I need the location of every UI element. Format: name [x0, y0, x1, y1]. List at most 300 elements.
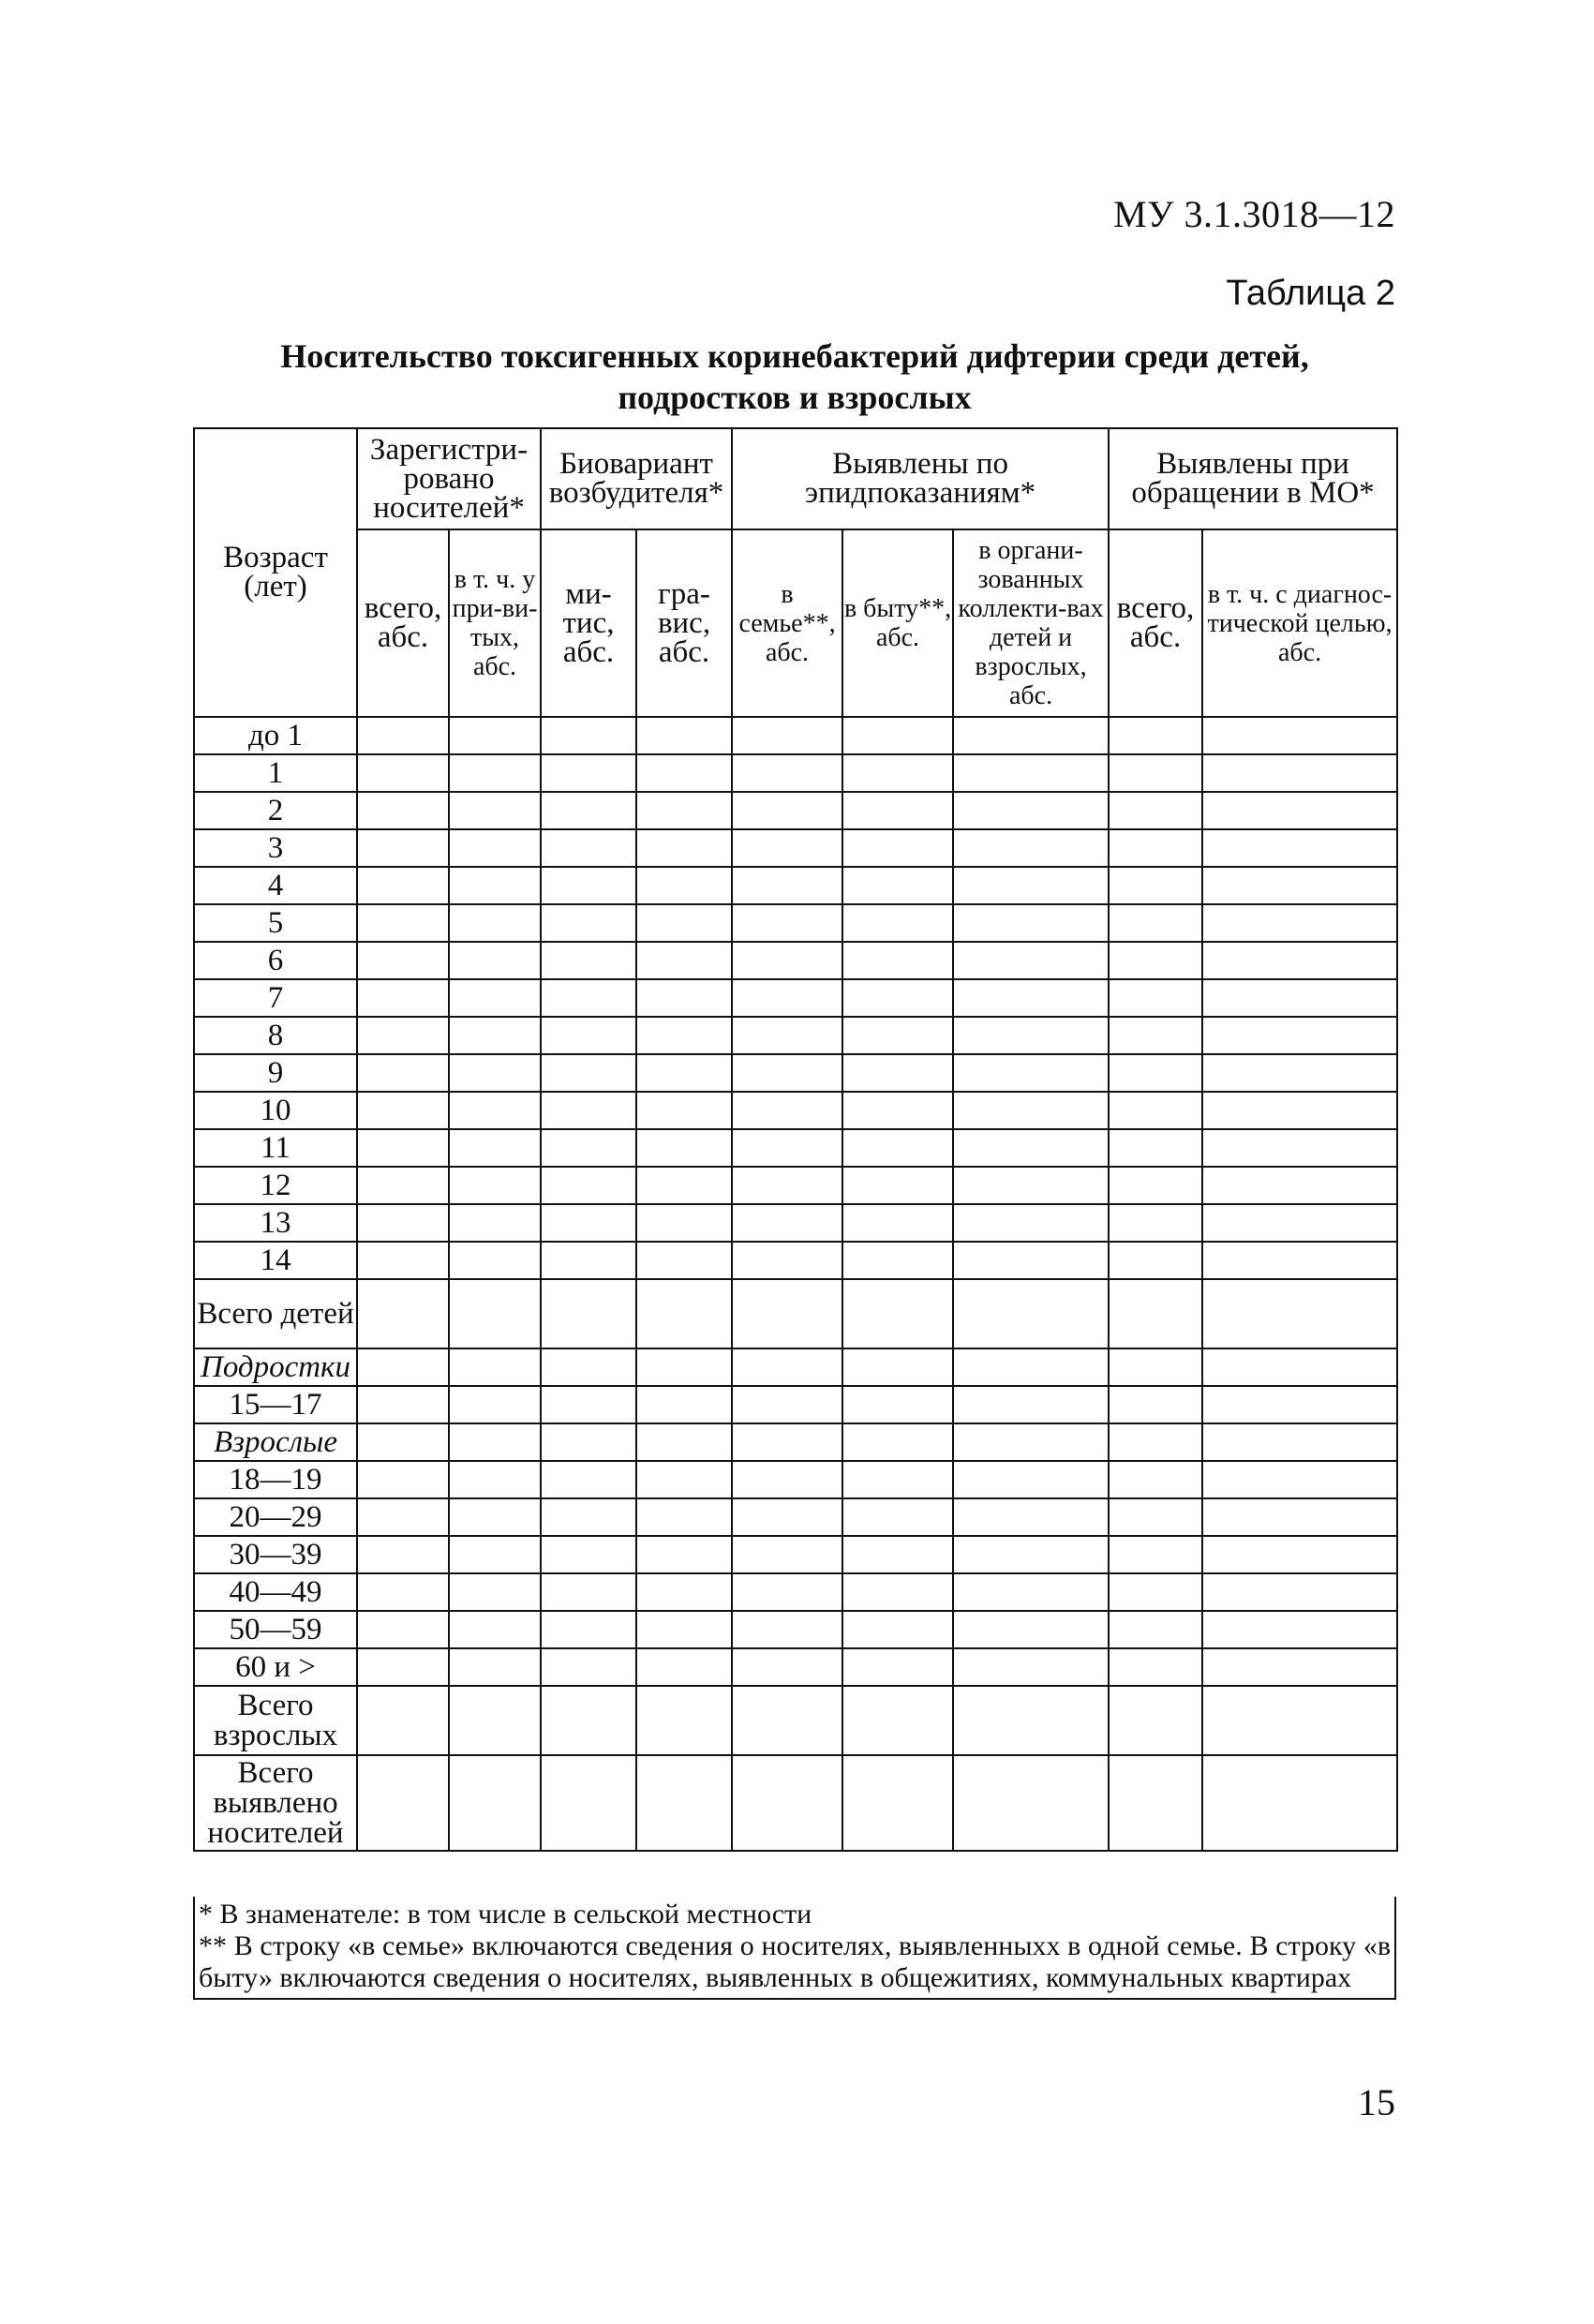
empty-cell	[541, 942, 636, 979]
empty-cell	[636, 1573, 732, 1611]
empty-cell	[636, 1204, 732, 1242]
empty-cell	[449, 792, 541, 829]
empty-cell	[449, 1686, 541, 1755]
table-row	[194, 1648, 1397, 1686]
empty-cell	[636, 1017, 732, 1054]
empty-cell	[732, 1423, 842, 1461]
empty-cell	[1202, 1279, 1397, 1348]
empty-cell	[357, 1461, 449, 1498]
empty-cell	[732, 1648, 842, 1686]
empty-cell	[732, 1017, 842, 1054]
empty-cell	[1202, 904, 1397, 942]
empty-cell	[541, 904, 636, 942]
empty-cell	[1202, 1648, 1397, 1686]
header-biovariant: Биовариант возбудителя*	[541, 428, 732, 529]
empty-cell	[953, 1536, 1109, 1573]
empty-cell	[953, 1054, 1109, 1092]
empty-cell	[732, 792, 842, 829]
header-reg-vaccinated: в т. ч. у при-ви-тых, абс.	[449, 529, 541, 717]
table-row	[194, 829, 1397, 867]
empty-cell	[541, 1536, 636, 1573]
empty-cell	[842, 867, 953, 904]
empty-cell	[636, 1348, 732, 1386]
empty-cell	[842, 754, 953, 792]
empty-cell	[541, 979, 636, 1017]
empty-cell	[541, 1461, 636, 1498]
footnote-1: * В знаменателе: в том числе в сельской местности	[199, 1899, 812, 1929]
empty-cell	[953, 1755, 1109, 1851]
empty-cell	[1109, 1092, 1202, 1129]
empty-cell	[636, 1242, 732, 1279]
age-cell: Взрослые	[194, 1423, 357, 1461]
empty-cell	[357, 1167, 449, 1204]
empty-cell	[1109, 1386, 1202, 1423]
title-line-2: подростков и взрослых	[618, 379, 972, 416]
empty-cell	[1202, 1054, 1397, 1092]
empty-cell	[541, 1279, 636, 1348]
age-cell: 40—49	[194, 1573, 357, 1611]
age-cell: 30—39	[194, 1536, 357, 1573]
empty-cell	[636, 1498, 732, 1536]
age-cell: 9	[194, 1054, 357, 1092]
document-code: МУ 3.1.3018—12	[1113, 193, 1395, 235]
table-row	[194, 1423, 1397, 1461]
empty-cell	[842, 1686, 953, 1755]
empty-cell	[541, 1755, 636, 1851]
empty-cell	[449, 1054, 541, 1092]
table-row	[194, 1204, 1397, 1242]
empty-cell	[842, 1648, 953, 1686]
table-row	[194, 867, 1397, 904]
age-cell: 14	[194, 1242, 357, 1279]
age-cell: 13	[194, 1204, 357, 1242]
empty-cell	[449, 1167, 541, 1204]
empty-cell	[732, 1686, 842, 1755]
empty-cell	[842, 1498, 953, 1536]
age-cell: до 1	[194, 717, 357, 754]
empty-cell	[636, 979, 732, 1017]
empty-cell	[357, 829, 449, 867]
age-cell: 50—59	[194, 1611, 357, 1648]
empty-cell	[1202, 1348, 1397, 1386]
title-line-1: Носительство токсигенных коринебактерий дифтерии среди детей,	[280, 337, 1309, 375]
table-row	[194, 792, 1397, 829]
empty-cell	[541, 754, 636, 792]
empty-cell	[636, 942, 732, 979]
table-row	[194, 1279, 1397, 1348]
empty-cell	[357, 1498, 449, 1536]
empty-cell	[449, 1648, 541, 1686]
table-row	[194, 754, 1397, 792]
empty-cell	[953, 1242, 1109, 1279]
empty-cell	[1202, 1611, 1397, 1648]
empty-cell	[1109, 1017, 1202, 1054]
empty-cell	[1109, 979, 1202, 1017]
age-cell: 20—29	[194, 1498, 357, 1536]
empty-cell	[636, 904, 732, 942]
empty-cell	[1109, 867, 1202, 904]
empty-cell	[636, 792, 732, 829]
empty-cell	[541, 1386, 636, 1423]
empty-cell	[541, 1242, 636, 1279]
age-cell: 60 и >	[194, 1648, 357, 1686]
empty-cell	[449, 904, 541, 942]
empty-cell	[636, 1648, 732, 1686]
empty-cell	[449, 1755, 541, 1851]
empty-cell	[842, 1092, 953, 1129]
empty-cell	[1109, 717, 1202, 754]
empty-cell	[1202, 1167, 1397, 1204]
age-cell: Всего взрослых	[194, 1686, 357, 1755]
empty-cell	[1109, 792, 1202, 829]
empty-cell	[1202, 1461, 1397, 1498]
header-epid: Выявлены по эпидпоказаниям*	[732, 428, 1109, 529]
empty-cell	[449, 1498, 541, 1536]
empty-cell	[842, 1204, 953, 1242]
empty-cell	[357, 1204, 449, 1242]
empty-cell	[842, 1386, 953, 1423]
empty-cell	[636, 1092, 732, 1129]
empty-cell	[842, 1167, 953, 1204]
empty-cell	[357, 1686, 449, 1755]
empty-cell	[1202, 1386, 1397, 1423]
empty-cell	[449, 979, 541, 1017]
header-age: Возраст (лет)	[194, 428, 357, 717]
empty-cell	[357, 867, 449, 904]
header-organized: в органи-зованных коллекти-вах детей и взрослых, абс.	[953, 529, 1109, 717]
empty-cell	[449, 717, 541, 754]
empty-cell	[1202, 942, 1397, 979]
empty-cell	[842, 904, 953, 942]
empty-cell	[1202, 1129, 1397, 1167]
empty-cell	[732, 1279, 842, 1348]
empty-cell	[1202, 829, 1397, 867]
empty-cell	[449, 754, 541, 792]
empty-cell	[357, 1092, 449, 1129]
empty-cell	[732, 1461, 842, 1498]
empty-cell	[449, 1536, 541, 1573]
empty-cell	[732, 1054, 842, 1092]
empty-cell	[1109, 1536, 1202, 1573]
empty-cell	[1202, 1573, 1397, 1611]
empty-cell	[636, 1461, 732, 1498]
empty-cell	[1202, 1092, 1397, 1129]
age-cell: 11	[194, 1129, 357, 1167]
empty-cell	[541, 1611, 636, 1648]
table-row	[194, 1167, 1397, 1204]
age-cell: 2	[194, 792, 357, 829]
footnotes	[193, 1897, 1396, 2000]
table-body	[194, 717, 1397, 1851]
empty-cell	[541, 1423, 636, 1461]
empty-cell	[953, 1017, 1109, 1054]
empty-cell	[541, 1054, 636, 1092]
empty-cell	[357, 1423, 449, 1461]
table-row	[194, 717, 1397, 754]
age-cell: 3	[194, 829, 357, 867]
empty-cell	[732, 1755, 842, 1851]
empty-cell	[636, 1686, 732, 1755]
empty-cell	[1202, 1204, 1397, 1242]
empty-cell	[842, 1536, 953, 1573]
header-registered: Зарегистри-ровано носителей*	[357, 428, 541, 529]
empty-cell	[953, 1204, 1109, 1242]
empty-cell	[842, 1054, 953, 1092]
empty-cell	[842, 942, 953, 979]
empty-cell	[1109, 1242, 1202, 1279]
empty-cell	[449, 1611, 541, 1648]
empty-cell	[449, 1092, 541, 1129]
empty-cell	[732, 1498, 842, 1536]
empty-cell	[541, 1686, 636, 1755]
age-cell: 4	[194, 867, 357, 904]
empty-cell	[636, 1536, 732, 1573]
empty-cell	[953, 1686, 1109, 1755]
empty-cell	[732, 979, 842, 1017]
table-row	[194, 942, 1397, 979]
empty-cell	[953, 1279, 1109, 1348]
empty-cell	[1109, 1611, 1202, 1648]
table-row	[194, 1686, 1397, 1755]
header-mo-total: всего, абс.	[1109, 529, 1202, 717]
empty-cell	[953, 904, 1109, 942]
empty-cell	[1109, 1129, 1202, 1167]
empty-cell	[732, 829, 842, 867]
age-cell: 10	[194, 1092, 357, 1129]
empty-cell	[1109, 1573, 1202, 1611]
empty-cell	[953, 1611, 1109, 1648]
empty-cell	[732, 1386, 842, 1423]
empty-cell	[732, 1092, 842, 1129]
age-cell: 15—17	[194, 1386, 357, 1423]
empty-cell	[636, 1054, 732, 1092]
empty-cell	[842, 1423, 953, 1461]
empty-cell	[1202, 1498, 1397, 1536]
empty-cell	[1202, 1686, 1397, 1755]
empty-cell	[541, 1648, 636, 1686]
empty-cell	[449, 829, 541, 867]
header-household: в быту**, абс.	[842, 529, 953, 717]
footnote-2: ** В строку «в семье» включаются сведения о носителях, выявленныхх в одной семье. В строку «в быту» включаются сведения о носителях, выявленных в общежитиях, коммунальных квартирах	[199, 1930, 1391, 1993]
empty-cell	[1202, 1423, 1397, 1461]
empty-cell	[953, 1498, 1109, 1536]
empty-cell	[953, 1461, 1109, 1498]
empty-cell	[1109, 1279, 1202, 1348]
age-cell: 12	[194, 1167, 357, 1204]
age-cell: Подростки	[194, 1348, 357, 1386]
empty-cell	[953, 1386, 1109, 1423]
empty-cell	[953, 979, 1109, 1017]
empty-cell	[1202, 1242, 1397, 1279]
empty-cell	[1202, 1755, 1397, 1851]
empty-cell	[953, 942, 1109, 979]
empty-cell	[357, 1755, 449, 1851]
table-row	[194, 1498, 1397, 1536]
empty-cell	[449, 1423, 541, 1461]
age-cell: 18—19	[194, 1461, 357, 1498]
empty-cell	[541, 1017, 636, 1054]
empty-cell	[636, 1129, 732, 1167]
empty-cell	[732, 1167, 842, 1204]
empty-cell	[1109, 1461, 1202, 1498]
empty-cell	[842, 829, 953, 867]
empty-cell	[449, 1573, 541, 1611]
age-cell: 5	[194, 904, 357, 942]
empty-cell	[541, 717, 636, 754]
empty-cell	[357, 1536, 449, 1573]
empty-cell	[1109, 1054, 1202, 1092]
table-row	[194, 1536, 1397, 1573]
age-cell: 7	[194, 979, 357, 1017]
empty-cell	[732, 904, 842, 942]
empty-cell	[449, 867, 541, 904]
empty-cell	[636, 829, 732, 867]
header-mo-diagnostic: в т. ч. с диагнос-тической целью, абс.	[1202, 529, 1397, 717]
table-row	[194, 1129, 1397, 1167]
empty-cell	[449, 1017, 541, 1054]
empty-cell	[953, 792, 1109, 829]
empty-cell	[1109, 1686, 1202, 1755]
empty-cell	[636, 1386, 732, 1423]
empty-cell	[842, 1017, 953, 1054]
empty-cell	[953, 867, 1109, 904]
age-cell: Всего выявлено носителей	[194, 1755, 357, 1851]
empty-cell	[732, 1536, 842, 1573]
empty-cell	[953, 829, 1109, 867]
empty-cell	[1202, 979, 1397, 1017]
empty-cell	[1202, 717, 1397, 754]
empty-cell	[1109, 942, 1202, 979]
empty-cell	[541, 1167, 636, 1204]
empty-cell	[541, 867, 636, 904]
empty-cell	[541, 1092, 636, 1129]
table-row	[194, 1092, 1397, 1129]
table-row	[194, 1242, 1397, 1279]
empty-cell	[357, 1129, 449, 1167]
header-mo: Выявлены при обращении в МО*	[1109, 428, 1397, 529]
empty-cell	[1109, 1423, 1202, 1461]
empty-cell	[1109, 1204, 1202, 1242]
empty-cell	[357, 1386, 449, 1423]
empty-cell	[953, 717, 1109, 754]
empty-cell	[842, 1611, 953, 1648]
empty-cell	[732, 1129, 842, 1167]
empty-cell	[1109, 1755, 1202, 1851]
age-cell: 8	[194, 1017, 357, 1054]
empty-cell	[1109, 754, 1202, 792]
empty-cell	[842, 717, 953, 754]
empty-cell	[842, 1755, 953, 1851]
empty-cell	[953, 1092, 1109, 1129]
empty-cell	[357, 904, 449, 942]
age-cell: Всего детей	[194, 1279, 357, 1348]
header-mitis: ми-тис, абс.	[541, 529, 636, 717]
empty-cell	[541, 1348, 636, 1386]
empty-cell	[953, 1129, 1109, 1167]
empty-cell	[636, 1611, 732, 1648]
empty-cell	[636, 867, 732, 904]
empty-cell	[357, 1611, 449, 1648]
empty-cell	[732, 942, 842, 979]
empty-cell	[732, 754, 842, 792]
empty-cell	[636, 717, 732, 754]
empty-cell	[732, 1348, 842, 1386]
empty-cell	[449, 1204, 541, 1242]
empty-cell	[449, 1242, 541, 1279]
empty-cell	[842, 1242, 953, 1279]
page-number: 15	[1358, 2081, 1395, 2123]
empty-cell	[541, 1498, 636, 1536]
table-row	[194, 1348, 1397, 1386]
empty-cell	[1109, 904, 1202, 942]
empty-cell	[732, 1204, 842, 1242]
empty-cell	[541, 1573, 636, 1611]
empty-cell	[357, 979, 449, 1017]
empty-cell	[953, 1648, 1109, 1686]
empty-cell	[357, 717, 449, 754]
empty-cell	[1109, 829, 1202, 867]
empty-cell	[636, 1279, 732, 1348]
empty-cell	[732, 717, 842, 754]
empty-cell	[1202, 754, 1397, 792]
empty-cell	[449, 1129, 541, 1167]
empty-cell	[732, 867, 842, 904]
empty-cell	[953, 1573, 1109, 1611]
empty-cell	[541, 1129, 636, 1167]
empty-cell	[357, 1242, 449, 1279]
empty-cell	[357, 1017, 449, 1054]
table-label: Таблица 2	[1226, 274, 1395, 313]
empty-cell	[636, 1167, 732, 1204]
empty-cell	[953, 1348, 1109, 1386]
table-row	[194, 1611, 1397, 1648]
carriers-table	[193, 427, 1398, 1852]
empty-cell	[1202, 867, 1397, 904]
table-row	[194, 1573, 1397, 1611]
header-gravis: гра-вис, абс.	[636, 529, 732, 717]
table-row	[194, 1755, 1397, 1851]
header-reg-total: всего, абс.	[357, 529, 449, 717]
empty-cell	[541, 829, 636, 867]
empty-cell	[842, 1573, 953, 1611]
empty-cell	[357, 1054, 449, 1092]
empty-cell	[449, 942, 541, 979]
empty-cell	[636, 1423, 732, 1461]
table-row	[194, 904, 1397, 942]
empty-cell	[541, 1204, 636, 1242]
empty-cell	[449, 1279, 541, 1348]
empty-cell	[842, 979, 953, 1017]
empty-cell	[357, 942, 449, 979]
empty-cell	[1109, 1348, 1202, 1386]
table-row	[194, 1461, 1397, 1498]
empty-cell	[953, 1423, 1109, 1461]
empty-cell	[842, 792, 953, 829]
empty-cell	[732, 1573, 842, 1611]
header-family: в семье**, абс.	[732, 529, 842, 717]
empty-cell	[449, 1461, 541, 1498]
empty-cell	[953, 1167, 1109, 1204]
empty-cell	[357, 1573, 449, 1611]
empty-cell	[1202, 792, 1397, 829]
empty-cell	[732, 1242, 842, 1279]
table-row	[194, 1386, 1397, 1423]
empty-cell	[357, 1648, 449, 1686]
empty-cell	[1202, 1017, 1397, 1054]
empty-cell	[541, 792, 636, 829]
empty-cell	[357, 754, 449, 792]
empty-cell	[449, 1348, 541, 1386]
